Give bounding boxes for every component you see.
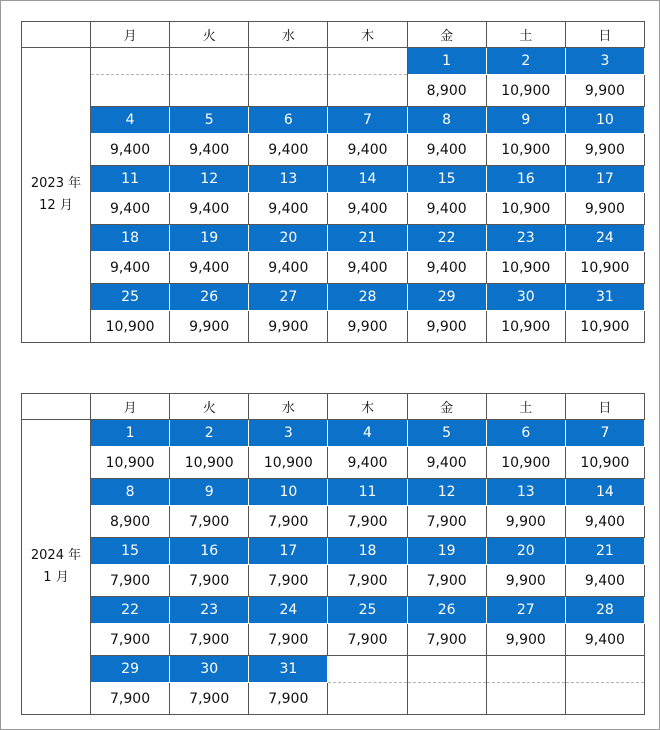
date-cell: 8 <box>91 479 170 506</box>
header-corner-cell <box>22 394 91 420</box>
date-cell: 14 <box>565 479 644 506</box>
price-cell: 7,900 <box>249 624 328 656</box>
price-row <box>22 447 645 479</box>
date-cell: 23 <box>170 597 249 624</box>
price-cell: 9,400 <box>170 134 249 166</box>
date-cell: 1 <box>91 420 170 447</box>
price-cell: 9,400 <box>565 506 644 538</box>
weekday-header: 火 <box>170 22 249 48</box>
date-cell: 19 <box>407 538 486 565</box>
header-corner-cell <box>22 22 91 48</box>
price-cell: 9,400 <box>91 193 170 225</box>
date-cell: 26 <box>170 284 249 311</box>
price-cell: 7,900 <box>249 506 328 538</box>
date-cell: 28 <box>328 284 407 311</box>
price-cell: 7,900 <box>170 506 249 538</box>
weekday-header: 日 <box>565 394 644 420</box>
date-cell: 24 <box>249 597 328 624</box>
price-cell: 9,900 <box>565 75 644 107</box>
price-cell: 10,900 <box>565 252 644 284</box>
date-cell: 20 <box>486 538 565 565</box>
date-row <box>22 166 645 193</box>
date-row <box>22 479 645 506</box>
empty-price-cell <box>170 75 249 107</box>
price-cell: 10,900 <box>249 447 328 479</box>
date-cell: 23 <box>486 225 565 252</box>
price-cell: 9,400 <box>565 565 644 597</box>
empty-price-cell <box>328 683 407 715</box>
date-cell: 11 <box>328 479 407 506</box>
weekday-header: 月 <box>91 22 170 48</box>
weekday-header: 金 <box>407 22 486 48</box>
date-cell: 18 <box>91 225 170 252</box>
empty-price-cell <box>565 683 644 715</box>
empty-price-cell <box>249 75 328 107</box>
date-cell: 24 <box>565 225 644 252</box>
price-cell: 9,900 <box>486 624 565 656</box>
date-cell: 19 <box>170 225 249 252</box>
price-cell: 9,400 <box>249 134 328 166</box>
date-row <box>22 225 645 252</box>
price-cell: 9,900 <box>486 506 565 538</box>
calendar-january-2024 <box>21 393 645 715</box>
date-cell: 3 <box>249 420 328 447</box>
price-cell: 9,400 <box>170 193 249 225</box>
price-row <box>22 252 645 284</box>
price-cell: 9,900 <box>328 311 407 343</box>
date-cell: 13 <box>249 166 328 193</box>
date-cell: 21 <box>328 225 407 252</box>
weekday-header: 土 <box>486 394 565 420</box>
empty-date-cell <box>91 48 170 75</box>
price-cell: 9,900 <box>170 311 249 343</box>
price-cell: 10,900 <box>170 447 249 479</box>
date-cell: 11 <box>91 166 170 193</box>
empty-price-cell <box>486 683 565 715</box>
price-cell: 7,900 <box>170 565 249 597</box>
price-cell: 10,900 <box>91 447 170 479</box>
weekday-header: 木 <box>328 22 407 48</box>
price-cell: 10,900 <box>91 311 170 343</box>
date-cell: 6 <box>486 420 565 447</box>
date-cell: 10 <box>249 479 328 506</box>
weekday-header: 日 <box>565 22 644 48</box>
date-cell: 30 <box>486 284 565 311</box>
price-cell: 9,400 <box>407 252 486 284</box>
price-cell: 9,400 <box>249 252 328 284</box>
date-row <box>22 656 645 683</box>
date-cell: 12 <box>407 479 486 506</box>
weekday-header: 金 <box>407 394 486 420</box>
date-row <box>22 48 645 75</box>
date-cell: 18 <box>328 538 407 565</box>
price-cell: 9,400 <box>91 252 170 284</box>
price-cell: 7,900 <box>91 565 170 597</box>
weekday-header: 水 <box>249 22 328 48</box>
date-row <box>22 597 645 624</box>
price-cell: 9,900 <box>565 134 644 166</box>
price-cell: 9,400 <box>328 447 407 479</box>
date-cell: 9 <box>170 479 249 506</box>
date-cell: 22 <box>407 225 486 252</box>
date-row <box>22 538 645 565</box>
empty-date-cell <box>170 48 249 75</box>
date-cell: 13 <box>486 479 565 506</box>
empty-date-cell <box>486 656 565 683</box>
date-cell: 21 <box>565 538 644 565</box>
price-cell: 7,900 <box>91 624 170 656</box>
price-cell: 7,900 <box>407 506 486 538</box>
empty-date-cell <box>328 656 407 683</box>
price-cell: 7,900 <box>91 683 170 715</box>
date-cell: 9 <box>486 107 565 134</box>
price-row <box>22 75 645 107</box>
date-cell: 15 <box>407 166 486 193</box>
date-cell: 7 <box>565 420 644 447</box>
weekday-header: 土 <box>486 22 565 48</box>
weekday-header-row <box>22 394 645 420</box>
empty-price-cell <box>407 683 486 715</box>
price-cell: 9,400 <box>328 134 407 166</box>
weekday-header: 木 <box>328 394 407 420</box>
empty-date-cell <box>407 656 486 683</box>
price-row <box>22 193 645 225</box>
price-row <box>22 311 645 343</box>
month-label: 12 月 <box>39 198 73 213</box>
date-cell: 20 <box>249 225 328 252</box>
price-cell: 7,900 <box>249 565 328 597</box>
price-cell: 9,400 <box>407 193 486 225</box>
price-cell: 9,400 <box>328 193 407 225</box>
price-row <box>22 506 645 538</box>
empty-price-cell <box>328 75 407 107</box>
weekday-header-row <box>22 22 645 48</box>
price-cell: 7,900 <box>170 683 249 715</box>
date-row <box>22 284 645 311</box>
date-cell: 15 <box>91 538 170 565</box>
price-row <box>22 683 645 715</box>
weekday-header: 水 <box>249 394 328 420</box>
price-cell: 9,400 <box>328 252 407 284</box>
date-cell: 29 <box>91 656 170 683</box>
date-cell: 4 <box>91 107 170 134</box>
date-cell: 12 <box>170 166 249 193</box>
date-cell: 16 <box>170 538 249 565</box>
date-cell: 2 <box>486 48 565 75</box>
date-cell: 25 <box>91 284 170 311</box>
date-row <box>22 420 645 447</box>
weekday-header: 火 <box>170 394 249 420</box>
date-row <box>22 107 645 134</box>
price-row <box>22 624 645 656</box>
empty-date-cell <box>328 48 407 75</box>
date-cell: 3 <box>565 48 644 75</box>
date-cell: 5 <box>170 107 249 134</box>
date-cell: 30 <box>170 656 249 683</box>
price-cell: 10,900 <box>486 134 565 166</box>
empty-date-cell <box>249 48 328 75</box>
weekday-header: 月 <box>91 394 170 420</box>
price-row <box>22 565 645 597</box>
date-cell: 28 <box>565 597 644 624</box>
date-cell: 2 <box>170 420 249 447</box>
price-cell: 9,400 <box>91 134 170 166</box>
date-cell: 31 <box>565 284 644 311</box>
calendar-december-2023 <box>21 21 645 343</box>
date-cell: 6 <box>249 107 328 134</box>
price-cell: 7,900 <box>407 624 486 656</box>
price-cell: 7,900 <box>328 506 407 538</box>
year-label: 2023 年 <box>30 176 82 191</box>
price-cell: 9,400 <box>407 134 486 166</box>
date-cell: 31 <box>249 656 328 683</box>
price-cell: 10,900 <box>486 75 565 107</box>
price-cell: 9,900 <box>249 311 328 343</box>
price-cell: 9,400 <box>249 193 328 225</box>
month-label-cell <box>22 48 91 343</box>
date-cell: 10 <box>565 107 644 134</box>
month-label: 1 月 <box>43 570 69 585</box>
price-cell: 7,900 <box>328 565 407 597</box>
empty-price-cell <box>91 75 170 107</box>
price-cell: 10,900 <box>565 447 644 479</box>
date-cell: 27 <box>249 284 328 311</box>
price-cell: 7,900 <box>249 683 328 715</box>
date-cell: 1 <box>407 48 486 75</box>
price-cell: 9,900 <box>486 565 565 597</box>
year-label: 2024 年 <box>30 548 82 563</box>
date-cell: 16 <box>486 166 565 193</box>
price-cell: 9,400 <box>170 252 249 284</box>
price-cell: 10,900 <box>486 252 565 284</box>
date-cell: 8 <box>407 107 486 134</box>
date-cell: 7 <box>328 107 407 134</box>
date-cell: 29 <box>407 284 486 311</box>
price-cell: 7,900 <box>328 624 407 656</box>
empty-date-cell <box>565 656 644 683</box>
price-cell: 9,900 <box>565 193 644 225</box>
price-cell: 8,900 <box>407 75 486 107</box>
price-cell: 7,900 <box>170 624 249 656</box>
date-cell: 17 <box>249 538 328 565</box>
price-cell: 10,900 <box>486 311 565 343</box>
date-cell: 5 <box>407 420 486 447</box>
date-cell: 27 <box>486 597 565 624</box>
price-cell: 8,900 <box>91 506 170 538</box>
price-cell: 10,900 <box>486 193 565 225</box>
month-label-cell <box>22 420 91 715</box>
date-cell: 14 <box>328 166 407 193</box>
date-cell: 4 <box>328 420 407 447</box>
date-cell: 26 <box>407 597 486 624</box>
date-cell: 25 <box>328 597 407 624</box>
price-cell: 9,900 <box>407 311 486 343</box>
date-cell: 22 <box>91 597 170 624</box>
price-cell: 9,400 <box>407 447 486 479</box>
price-cell: 10,900 <box>486 447 565 479</box>
price-cell: 7,900 <box>407 565 486 597</box>
date-cell: 17 <box>565 166 644 193</box>
price-cell: 10,900 <box>565 311 644 343</box>
price-row <box>22 134 645 166</box>
price-cell: 9,400 <box>565 624 644 656</box>
